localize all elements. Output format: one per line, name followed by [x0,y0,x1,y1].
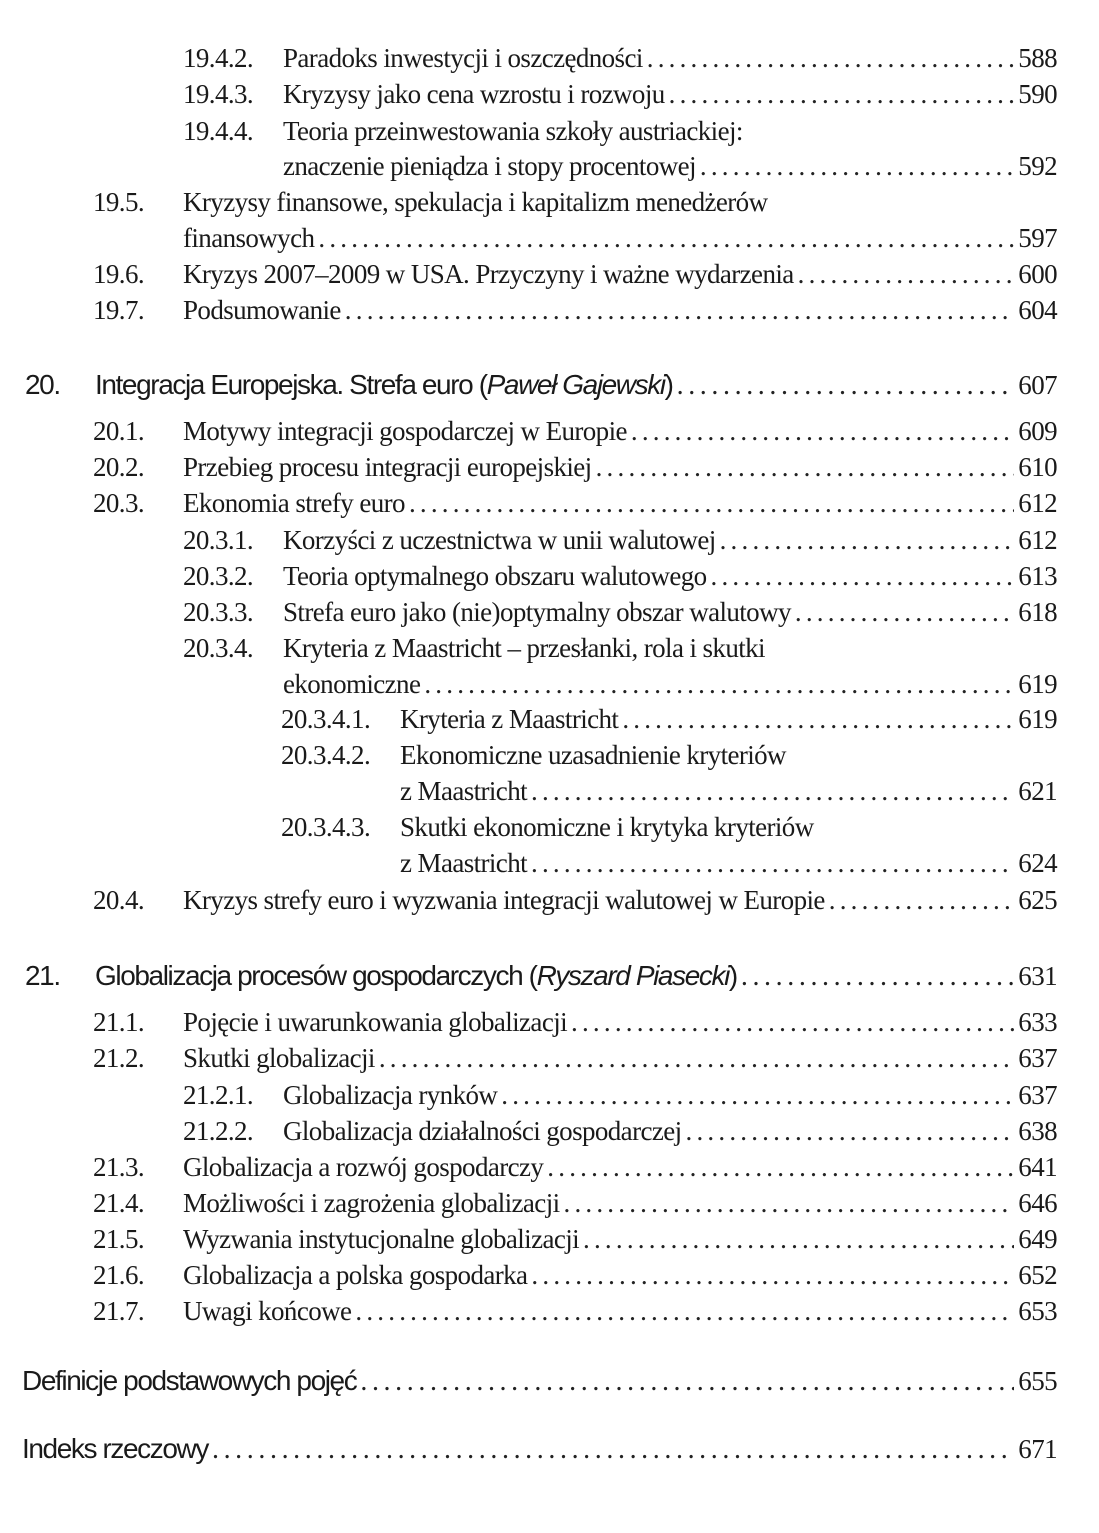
entry-title: Kryteria z Maastricht – przesłanki, rola i skutki [283,633,765,663]
page-number[interactable]: 592 [1018,151,1057,181]
dot-leader [798,256,1015,292]
dot-leader [212,1432,1014,1468]
author-name: Ryszard Piasecki [536,960,729,991]
leader-line [22,1363,1057,1400]
entry-title: Uwagi końcowe [183,1296,352,1326]
section-number: 20.3.4.3. [281,812,371,842]
leader-line [283,522,1057,558]
dot-leader [720,522,1015,558]
page-number[interactable]: 607 [1018,370,1057,400]
section-number: 21. [25,960,60,991]
leader-line [183,1040,1057,1076]
entry-title: Podsumowanie [183,295,341,325]
entry-title: Kryzysy jako cena wzrostu i rozwoju [283,79,665,109]
toc-line [0,113,1099,149]
page-number[interactable]: 671 [1018,1434,1057,1464]
toc-line [0,256,1099,292]
entry-title: Możliwości i zagrożenia globalizacji [183,1188,560,1218]
leader-line [283,148,1057,184]
section-number: 19.4.3. [183,79,254,109]
entry-title: Teoria optymalnego obszaru walutowego [283,561,707,591]
section-number: 21.2.1. [183,1080,254,1110]
page-number[interactable]: 637 [1018,1080,1057,1110]
entry-title: Wyzwania instytucjonalne globalizacji [183,1224,580,1254]
page-number[interactable]: 624 [1018,848,1057,878]
toc-line [0,958,1099,994]
toc-line [0,1113,1099,1149]
dot-leader [355,1293,1014,1329]
dot-leader [647,40,1015,76]
dot-leader [700,148,1014,184]
dot-leader [669,76,1015,112]
toc-line [0,1040,1099,1076]
toc-line [0,1257,1099,1293]
dot-leader [686,1113,1015,1149]
toc-line [0,522,1099,558]
toc-line [0,40,1099,76]
entry-title: Globalizacja a rozwój gospodarczy [183,1152,544,1182]
page-number[interactable]: 600 [1018,259,1057,289]
page-number[interactable]: 638 [1018,1116,1057,1146]
dot-leader [318,220,1014,256]
entry-title: Ekonomiczne uzasadnienie kryteriów [400,740,786,770]
toc-line [0,1185,1099,1221]
toc-line [0,1363,1099,1399]
dot-leader [379,1040,1014,1076]
section-number: 19.5. [93,187,145,217]
leader-line [183,1149,1057,1185]
page-number[interactable]: 631 [1018,961,1057,991]
leader-line [183,449,1057,485]
dot-leader [409,485,1014,521]
dot-leader [711,558,1015,594]
toc-line [0,1431,1099,1467]
entry-title: finansowych [183,223,315,253]
entry-title: Motywy integracji gospodarczej w Europie [183,416,627,446]
section-number: 21.2. [93,1043,145,1073]
dot-leader [360,1364,1014,1400]
dot-leader [583,1221,1014,1257]
toc-line [0,220,1099,256]
section-number: 20.3.4. [183,633,254,663]
leader-line [183,220,1057,256]
entry-title: Definicje podstawowych pojęć [22,1365,357,1396]
entry-title: Skutki ekonomiczne i krytyka kryteriów [400,812,814,842]
section-number: 21.7. [93,1296,145,1326]
section-number: 19.6. [93,259,145,289]
leader-line [22,1431,1057,1468]
leader-line [283,76,1057,112]
toc-line [0,882,1099,918]
entry-title: Integracja Europejska. Strefa euro (Paweł Gajewski) [95,369,673,400]
toc-line [0,76,1099,112]
section-number: 21.1. [93,1007,145,1037]
leader-line [183,485,1057,521]
toc-line [0,367,1099,403]
leader-line [183,413,1057,449]
toc-line [0,737,1099,773]
page-number[interactable]: 652 [1018,1260,1057,1290]
leader-line [183,1004,1057,1040]
page-number[interactable]: 612 [1018,488,1057,518]
leader-line [283,1077,1057,1113]
page-number[interactable]: 619 [1018,669,1057,699]
page-number[interactable]: 609 [1018,416,1057,446]
entry-title: Globalizacja działalności gospodarczej [283,1116,682,1146]
entry-title: Strefa euro jako (nie)optymalny obszar walutowy [283,597,791,627]
section-number: 19.7. [93,295,145,325]
section-number: 19.4.4. [183,116,254,146]
toc-line [0,773,1099,809]
entry-title: znaczenie pieniądza i stopy procentowej [283,151,696,181]
page-number[interactable]: 618 [1018,597,1057,627]
page-number[interactable]: 641 [1018,1152,1057,1182]
page-number[interactable]: 588 [1018,43,1057,73]
dot-leader [547,1149,1014,1185]
entry-title: Korzyści z uczestnictwa w unii walutowej [283,525,716,555]
toc-line [0,630,1099,666]
section-number: 20.3.2. [183,561,254,591]
entry-title: Paradoks inwestycji i oszczędności [283,43,643,73]
leader-line [183,1185,1057,1221]
toc-line [0,413,1099,449]
page-number[interactable]: 625 [1018,885,1057,915]
toc-line [0,809,1099,845]
dot-leader [531,845,1014,881]
dot-leader [622,701,1014,737]
leader-line [283,1113,1057,1149]
page-number[interactable]: 610 [1018,452,1057,482]
entry-title: Kryzys 2007–2009 w USA. Przyczyny i ważne wydarzenia [183,259,794,289]
leader-line [183,292,1057,328]
entry-title: Globalizacja a polska gospodarka [183,1260,528,1290]
dot-leader [564,1185,1015,1221]
toc-line [0,845,1099,881]
toc-line [0,1004,1099,1040]
section-number: 21.4. [93,1188,145,1218]
entry-title: Teoria przeinwestowania szkoły austriackiej: [283,116,743,146]
page-number[interactable]: 597 [1018,223,1057,253]
dot-leader [424,666,1014,702]
leader-line [283,594,1057,630]
section-number: 20.3.1. [183,525,254,555]
dot-leader [531,773,1014,809]
dot-leader [677,368,1015,404]
leader-line [400,701,1057,737]
toc-line [0,1077,1099,1113]
page-number[interactable]: 604 [1018,295,1057,325]
section-number: 20. [25,369,60,400]
entry-title: Przebieg procesu integracji europejskiej [183,452,592,482]
dot-leader [596,449,1015,485]
page-number[interactable]: 619 [1018,704,1057,734]
toc-line [0,666,1099,702]
dot-leader [741,959,1014,995]
section-number: 21.3. [93,1152,145,1182]
toc-line [0,558,1099,594]
toc-line [0,148,1099,184]
leader-line [183,1257,1057,1293]
section-number: 21.5. [93,1224,145,1254]
dot-leader [795,594,1014,630]
entry-title: Globalizacja rynków [283,1080,498,1110]
page-number[interactable]: 655 [1018,1366,1057,1396]
section-number: 20.3. [93,488,145,518]
toc-line [0,1221,1099,1257]
toc-line [0,1293,1099,1329]
section-number: 20.4. [93,885,145,915]
leader-line [183,882,1057,918]
dot-leader [501,1077,1014,1113]
dot-leader [631,413,1014,449]
toc-line [0,594,1099,630]
dot-leader [531,1257,1014,1293]
entry-title: Kryteria z Maastricht [400,704,619,734]
leader-line [283,558,1057,594]
leader-line [400,773,1057,809]
entry-title: Kryzys strefy euro i wyzwania integracji walutowej w Europie [183,885,825,915]
entry-title: z Maastricht [400,848,527,878]
leader-line [183,256,1057,292]
section-number: 20.1. [93,416,145,446]
entry-title: Pojęcie i uwarunkowania globalizacji [183,1007,568,1037]
toc-line [0,292,1099,328]
section-number: 20.3.4.2. [281,740,371,770]
section-number: 20.2. [93,452,145,482]
toc-line [0,1149,1099,1185]
leader-line [283,666,1057,702]
page-number[interactable]: 637 [1018,1043,1057,1073]
toc-line [0,449,1099,485]
page-number[interactable]: 613 [1018,561,1057,591]
leader-line [283,40,1057,76]
page-number[interactable]: 612 [1018,525,1057,555]
leader-line [400,845,1057,881]
toc-line [0,701,1099,737]
dot-leader [829,882,1015,918]
toc-line [0,485,1099,521]
page-number[interactable]: 649 [1018,1224,1057,1254]
entry-title: Skutki globalizacji [183,1043,375,1073]
page-number[interactable]: 646 [1018,1188,1057,1218]
section-number: 20.3.4.1. [281,704,371,734]
section-number: 21.2.2. [183,1116,254,1146]
author-name: Paweł Gajewski [486,369,665,400]
entry-title: z Maastricht [400,776,527,806]
page-number[interactable]: 621 [1018,776,1057,806]
entry-title: Ekonomia strefy euro [183,488,405,518]
dot-leader [345,292,1015,328]
toc-line [0,184,1099,220]
entry-title: ekonomiczne [283,669,421,699]
page-number[interactable]: 653 [1018,1296,1057,1326]
leader-line [95,367,1057,404]
dot-leader [571,1004,1014,1040]
section-number: 20.3.3. [183,597,254,627]
leader-line [183,1293,1057,1329]
section-number: 19.4.2. [183,43,254,73]
page-number[interactable]: 633 [1018,1007,1057,1037]
entry-title: Indeks rzeczowy [22,1433,208,1464]
leader-line [183,1221,1057,1257]
leader-line [95,958,1057,995]
page-number[interactable]: 590 [1018,79,1057,109]
entry-title: Globalizacja procesów gospodarczych (Ryszard Piasecki) [95,960,737,991]
entry-title: Kryzysy finansowe, spekulacja i kapitalizm menedżerów [183,187,768,217]
section-number: 21.6. [93,1260,145,1290]
